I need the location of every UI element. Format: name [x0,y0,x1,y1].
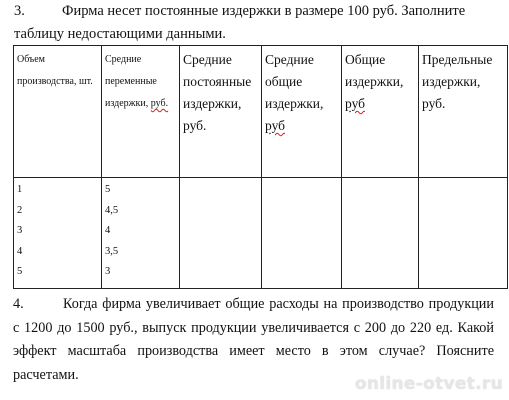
watermark-logo: online-otvet.ru [354,374,503,394]
header-total-costs: Общие издержки, руб [342,46,419,178]
header-avg-total-costs: Средние общие издержки, руб [262,46,342,178]
avg-variable-cost-value: 3 [105,266,111,277]
spellcheck-underlined-word: руб. [150,98,169,109]
task3-text-line2: таблицу недостающими данными. [14,26,226,42]
volume-column-cell [14,178,102,289]
table-header-row [14,46,508,178]
avg-variable-cost-value: 5 [105,184,111,195]
header-volume: Объем производства, шт. [14,46,102,178]
header-avg-fixed-costs: Средние постоянные издержки, руб. [180,46,262,178]
table-body-row [14,178,508,289]
marginal-costs-empty-cell [419,178,508,289]
volume-value: 3 [17,225,23,236]
total-costs-empty-cell [342,178,419,289]
task4-number: 4. [13,296,24,312]
spellcheck-underlined-word: руб [265,118,286,133]
task3-first-line [14,1,504,21]
volume-value: 5 [17,266,23,277]
avg-total-costs-empty-cell [262,178,342,289]
costs-table [13,45,508,289]
volume-value: 4 [17,245,23,257]
header-avg-variable-costs: Средние переменные издержки, руб. [102,46,180,178]
avg-fixed-costs-empty-cell [180,178,262,289]
avg-variable-cost-value: 3,5 [105,245,119,257]
task4-text: Когда фирма увеличивает общие расходы на производство продукции с 1200 до 1500 руб., выпуск продукции увеличивается с 200 до 220 ед. Какой эффект масштаба производства имеет место в этом случае? Поясните расчетами. [13,296,494,383]
avg-variable-cost-value: 4,5 [105,204,119,216]
task4-paragraph [13,293,494,387]
volume-value: 1 [17,184,23,195]
avg-variable-costs-column-cell [102,178,180,289]
avg-variable-cost-value: 4 [105,225,111,236]
volume-value: 2 [17,204,23,216]
header-marginal-costs: Предельные издержки, руб. [419,46,508,178]
spellcheck-underlined-word: руб [345,96,366,111]
task3-text-line1: Фирма несет постоянные издержки в размере 100 руб. Заполните [62,3,466,19]
task3-number: 3. [14,3,25,19]
